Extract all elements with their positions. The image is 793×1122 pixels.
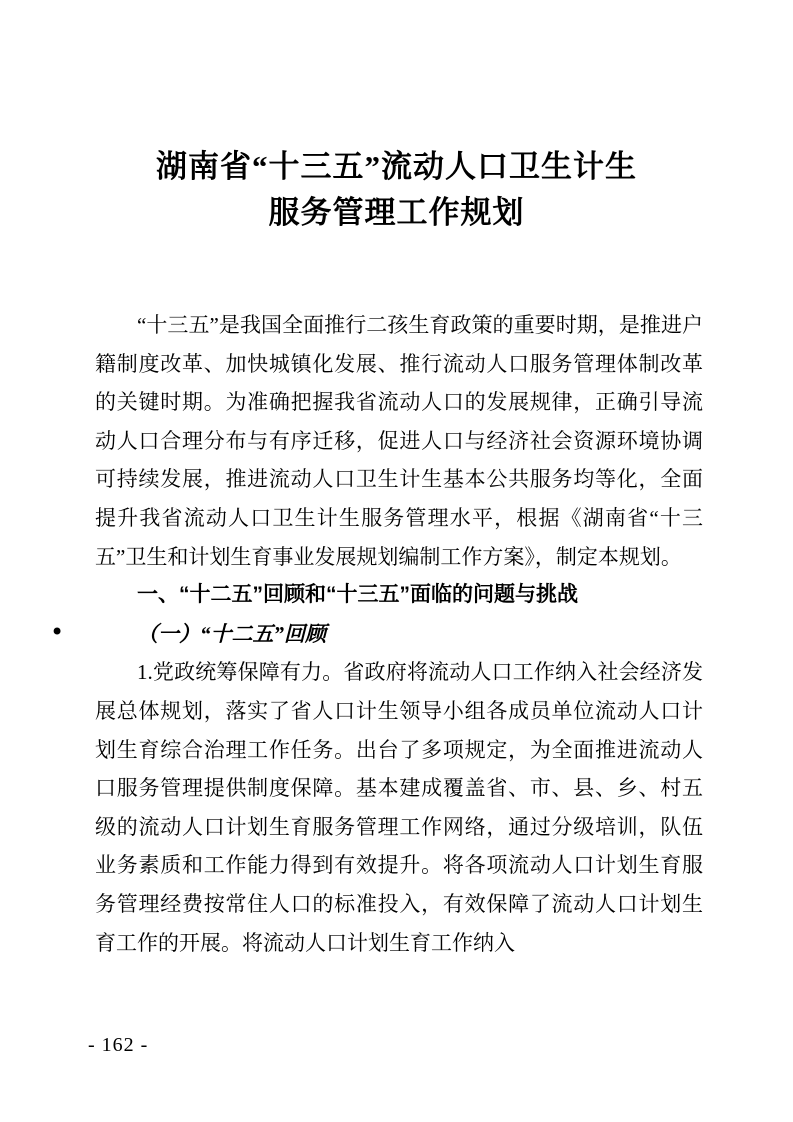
page-number: - 162 -	[88, 1034, 149, 1056]
document-title	[0, 144, 793, 236]
margin-bullet: •	[50, 618, 65, 646]
intro-paragraph: “十三五”是我国全面推行二孩生育政策的重要时期，是推进户籍制度改革、加快城镇化发展、推行流动人口服务管理体制改革的关键时期。为准确把握我省流动人口的发展规律，正确引导流动人口合理分布与有序迁移，促进人口与经济社会资源环境协调可持续发展，推进流动人口卫生计生基本公共服务均等化，全面提升我省流动人口卫生计生服务管理水平，根据《湖南省“十三五”卫生和计划生育事业发展规划编制工作方案》，制定本规划。	[95, 313, 703, 569]
item1-paragraph: 1.党政统筹保障有力。省政府将流动人口工作纳入社会经济发展总体规划，落实了省人口计生领导小组各成员单位流动人口计划生育综合治理工作任务。出台了多项规定，为全面推进流动人口服务管理提供制度保障。基本建成覆盖省、市、县、乡、村五级的流动人口计划生育服务管理工作网络，通过分级培训，队伍业务素质和工作能力得到有效提升。将各项流动人口计划生育服务管理经费按常住人口的标准投入，有效保障了流动人口计划生育工作的开展。将流动人口计划生育工作纳入	[95, 660, 703, 955]
section1-subheading: （一）“十二五”回顾	[137, 621, 326, 646]
document-body	[95, 306, 703, 962]
document-title-line2: 服务管理工作规划	[268, 195, 525, 230]
document-title-line1: 湖南省“十三五”流动人口卫生计生	[156, 149, 637, 184]
section1-heading: 一、“十二五”回顾和“十三五”面临的问题与挑战	[137, 583, 578, 607]
